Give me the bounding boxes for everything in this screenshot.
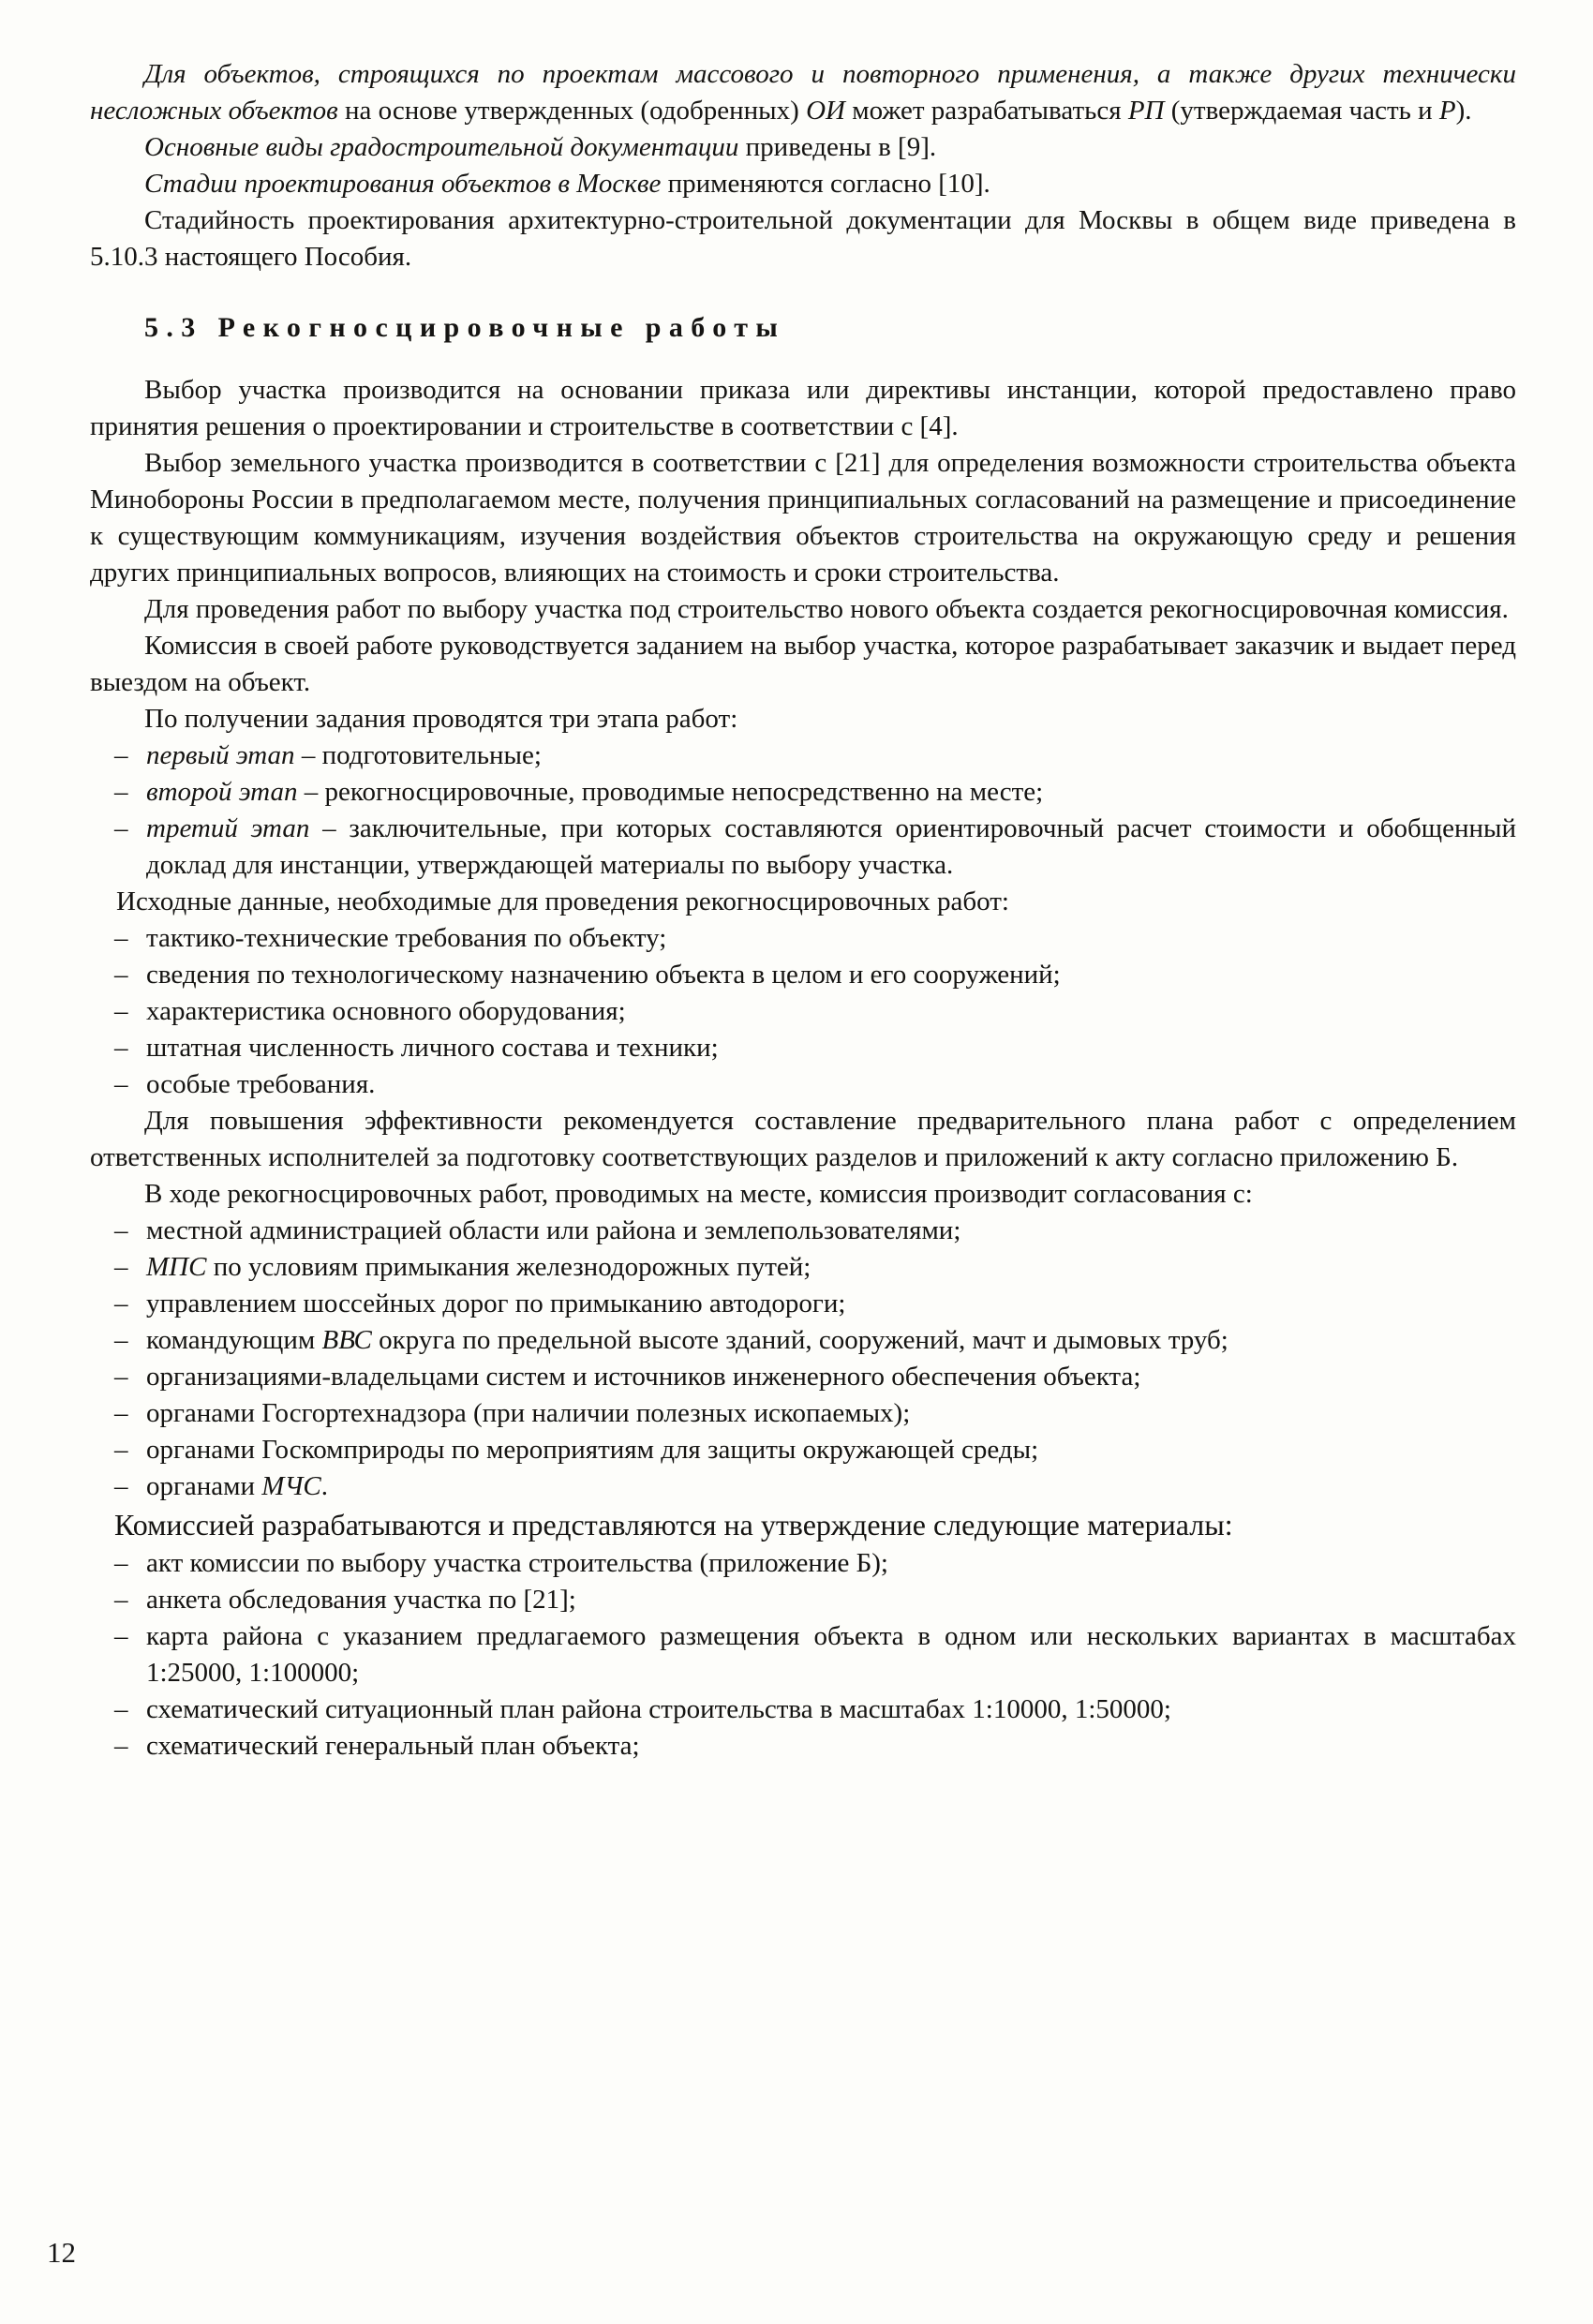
list-item bbox=[90, 1322, 1516, 1359]
text-run: Стадийность проектирования архитектурно-строительной документации для Москвы в общем виде приведена в 5.10.3 настоящего Пособия. bbox=[90, 205, 1516, 272]
text-run: третий этап bbox=[146, 813, 310, 843]
list-item bbox=[90, 1691, 1516, 1728]
text-run: схематический генеральный план объекта; bbox=[146, 1731, 640, 1761]
list-item bbox=[90, 1286, 1516, 1322]
paragraph bbox=[90, 445, 1516, 591]
text-run: Для повышения эффективности рекомендуется составление предварительного плана работ с определением ответственных исполнителей за подготовку соответствующих разделов и приложений к акту согласно приложению Б. bbox=[90, 1106, 1516, 1172]
list-dash-icon: – bbox=[114, 996, 128, 1026]
text-run: 5.3 Рекогносцировочные работы bbox=[144, 312, 786, 343]
page-number: 12 bbox=[47, 2236, 76, 2269]
paragraph bbox=[90, 884, 1516, 920]
text-run: – рекогносцировочные, проводимые непосредственно на месте; bbox=[297, 777, 1044, 807]
list-item-text bbox=[146, 1582, 1516, 1618]
list-dash-icon: – bbox=[114, 923, 128, 953]
list-item bbox=[90, 1468, 1516, 1505]
text-run: приведены в [9]. bbox=[738, 132, 937, 162]
list-item-text bbox=[146, 1322, 1516, 1359]
text-run: Комиссией разрабатываются и представляются на утверждение следующие материалы: bbox=[114, 1508, 1233, 1542]
text-run: Комиссия в своей работе руководствуется заданием на выбор участка, которое разрабатывает заказчик и выдает перед выездом на объект. bbox=[90, 631, 1516, 697]
list-item-text bbox=[146, 1545, 1516, 1582]
list-dash-icon: – bbox=[114, 1548, 128, 1578]
paragraph bbox=[90, 56, 1516, 129]
text-run: первый этап bbox=[146, 740, 295, 770]
list-dash-icon: – bbox=[114, 1398, 128, 1428]
list-item-text bbox=[146, 1213, 1516, 1249]
list-dash-icon: – bbox=[114, 1069, 128, 1099]
list-item bbox=[90, 1582, 1516, 1618]
text-run: организациями-владельцами систем и источников инженерного обеспечения объекта; bbox=[146, 1362, 1141, 1392]
paragraph bbox=[90, 591, 1516, 628]
text-run: Стадии проектирования объектов в Москве bbox=[144, 169, 662, 199]
list-dash-icon: – bbox=[114, 1435, 128, 1465]
text-run: ОИ bbox=[806, 96, 845, 126]
text-run: – заключительные, при которых составляются ориентировочный расчет стоимости и обобщенный доклад для инстанции, утверждающей материалы по выбору участка. bbox=[146, 813, 1516, 880]
paragraph bbox=[90, 166, 1516, 202]
list-item-text bbox=[146, 1728, 1516, 1765]
text-run: Основные виды градостроительной документации bbox=[144, 132, 739, 162]
document-body bbox=[90, 56, 1516, 1765]
text-run: органами Госкомприроды по мероприятиям для защиты окружающей среды; bbox=[146, 1435, 1039, 1465]
list-dash-icon: – bbox=[114, 1694, 128, 1724]
text-run: карта района с указанием предлагаемого размещения объекта в одном или нескольких вариантах в масштабах 1:25000, 1:100000; bbox=[146, 1621, 1516, 1688]
list-item bbox=[90, 1066, 1516, 1103]
list-dash-icon: – bbox=[114, 1289, 128, 1318]
text-run: характеристика основного оборудования; bbox=[146, 996, 626, 1026]
text-run: схематический ситуационный план района строительства в масштабах 1:10000, 1:50000; bbox=[146, 1694, 1171, 1724]
paragraph bbox=[90, 129, 1516, 166]
list-item-text bbox=[146, 1030, 1516, 1066]
list-item bbox=[90, 774, 1516, 811]
text-run: По получении задания проводятся три этапа работ: bbox=[144, 704, 738, 734]
text-run: местной администрацией области или района и землепользователями; bbox=[146, 1215, 961, 1245]
list-dash-icon: – bbox=[114, 1585, 128, 1615]
list-item bbox=[90, 1395, 1516, 1432]
list-item bbox=[90, 1432, 1516, 1468]
text-run: анкета обследования участка по [21]; bbox=[146, 1585, 576, 1615]
text-run: В ходе рекогносцировочных работ, проводимых на месте, комиссия производит согласования с: bbox=[144, 1179, 1253, 1209]
text-run: по условиям примыкания железнодорожных путей; bbox=[206, 1252, 811, 1282]
text-run: МПС bbox=[146, 1252, 207, 1282]
text-run: штатная численность личного состава и техники; bbox=[146, 1033, 719, 1063]
text-run: РП bbox=[1127, 96, 1165, 126]
paragraph bbox=[90, 372, 1516, 445]
paragraph bbox=[90, 202, 1516, 276]
text-run: может разрабатываться bbox=[844, 96, 1128, 126]
list-item-text bbox=[146, 811, 1516, 884]
list-item-text bbox=[146, 1691, 1516, 1728]
list-item-text bbox=[146, 1066, 1516, 1103]
list-item-text bbox=[146, 993, 1516, 1030]
list-item bbox=[90, 811, 1516, 884]
text-run: сведения по технологическому назначению объекта в целом и его сооружений; bbox=[146, 960, 1061, 990]
text-run: ). bbox=[1455, 96, 1472, 126]
text-run: командующим bbox=[146, 1325, 322, 1355]
text-run: применяются согласно [10]. bbox=[661, 169, 990, 199]
list-item-text bbox=[146, 1468, 1516, 1505]
text-run: управлением шоссейных дорог по примыканию автодороги; bbox=[146, 1289, 846, 1318]
list-dash-icon: – bbox=[114, 1033, 128, 1063]
list-item bbox=[90, 957, 1516, 993]
list-dash-icon: – bbox=[114, 813, 128, 843]
text-run: Для проведения работ по выбору участка под строительство нового объекта создается рекогносцировочная комиссия. bbox=[144, 594, 1509, 624]
text-run: Выбор земельного участка производится в соответствии с [21] для определения возможности строительства объекта Минобороны России в предполагаемом месте, получения принципиальных согласований на размещение и присоединение к существующим коммуникациям, изучения воздействия объектов строительства на окружающую среду и решения других принципиальных вопросов, влияющих на стоимость и сроки строительства. bbox=[90, 448, 1516, 588]
text-run: Для объектов, строящихся по проектам массового и повторного применения, а также других технически несложных объектов bbox=[90, 59, 1516, 126]
list-dash-icon: – bbox=[114, 1731, 128, 1761]
list-item-text bbox=[146, 957, 1516, 993]
list-dash-icon: – bbox=[114, 1621, 128, 1651]
list-dash-icon: – bbox=[114, 777, 128, 807]
text-run: . bbox=[320, 1471, 329, 1501]
list-item-text bbox=[146, 1395, 1516, 1432]
list-dash-icon: – bbox=[114, 1362, 128, 1392]
text-run: Выбор участка производится на основании приказа или директивы инстанции, которой предоставлено право принятия решения о проектировании и строительстве в соответствии с [4]. bbox=[90, 375, 1516, 441]
text-run: органами Госгортехнадзора (при наличии полезных ископаемых); bbox=[146, 1398, 911, 1428]
text-run: (утверждаемая часть и bbox=[1164, 96, 1439, 126]
text-run: МЧС bbox=[261, 1471, 321, 1501]
text-run: Р bbox=[1438, 96, 1456, 126]
text-run: органами bbox=[146, 1471, 262, 1501]
list-item bbox=[90, 1728, 1516, 1765]
section-heading bbox=[144, 309, 1516, 346]
text-run: – подготовительные; bbox=[294, 740, 542, 770]
list-item bbox=[90, 993, 1516, 1030]
list-item-text bbox=[146, 1359, 1516, 1395]
list-item bbox=[90, 1618, 1516, 1691]
list-item-text bbox=[146, 737, 1516, 774]
list-dash-icon: – bbox=[114, 1215, 128, 1245]
paragraph bbox=[90, 701, 1516, 737]
text-run: округа по предельной высоте зданий, сооружений, мачт и дымовых труб; bbox=[371, 1325, 1228, 1355]
list-item-text bbox=[146, 920, 1516, 957]
list-item bbox=[90, 1359, 1516, 1395]
list-item bbox=[90, 1030, 1516, 1066]
list-dash-icon: – bbox=[114, 1325, 128, 1355]
text-run: Исходные данные, необходимые для проведения рекогносцировочных работ: bbox=[116, 886, 1009, 916]
list-dash-icon: – bbox=[114, 740, 128, 770]
list-item bbox=[90, 920, 1516, 957]
paragraph bbox=[90, 1176, 1516, 1213]
text-run: ВВС bbox=[321, 1325, 372, 1355]
list-item-text bbox=[146, 1432, 1516, 1468]
text-run: особые требования. bbox=[146, 1069, 376, 1099]
list-item-text bbox=[146, 774, 1516, 811]
list-dash-icon: – bbox=[114, 960, 128, 990]
list-item bbox=[90, 1545, 1516, 1582]
list-item bbox=[90, 737, 1516, 774]
text-run: тактико-технические требования по объекту; bbox=[146, 923, 667, 953]
text-run: на основе утвержденных (одобренных) bbox=[337, 96, 807, 126]
list-dash-icon: – bbox=[114, 1471, 128, 1501]
paragraph bbox=[90, 1505, 1516, 1545]
list-item bbox=[90, 1249, 1516, 1286]
text-run: акт комиссии по выбору участка строительства (приложение Б); bbox=[146, 1548, 888, 1578]
paragraph bbox=[90, 628, 1516, 701]
list-dash-icon: – bbox=[114, 1252, 128, 1282]
list-item-text bbox=[146, 1286, 1516, 1322]
text-run: второй этап bbox=[146, 777, 298, 807]
list-item-text bbox=[146, 1249, 1516, 1286]
list-item bbox=[90, 1213, 1516, 1249]
paragraph bbox=[90, 1103, 1516, 1176]
list-item-text bbox=[146, 1618, 1516, 1691]
